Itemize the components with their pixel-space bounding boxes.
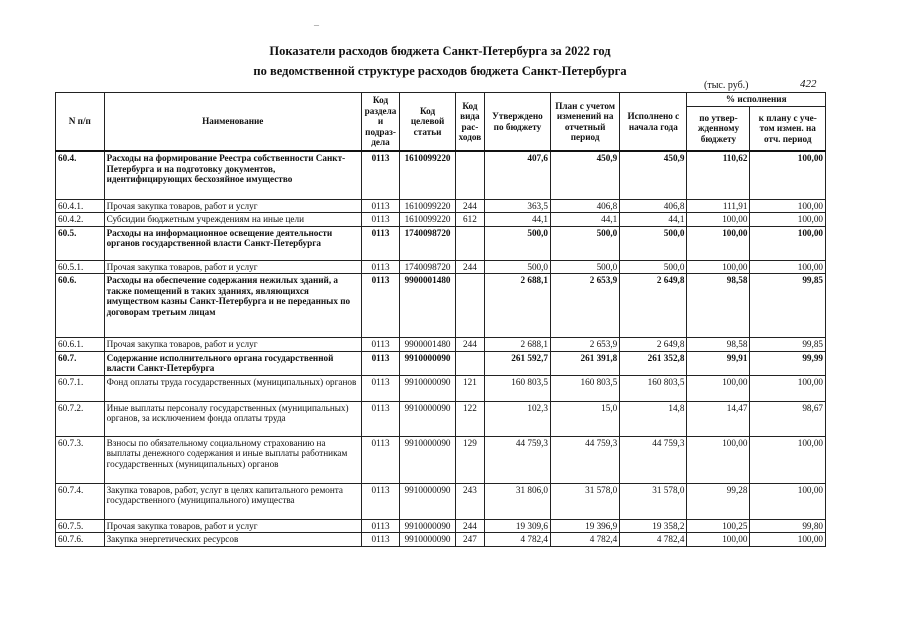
row-celev-code: 9910000090 xyxy=(400,375,456,401)
row-number: 60.7.5. xyxy=(56,519,105,533)
table-row xyxy=(56,375,826,401)
col-header-celev: Код целевой статьи xyxy=(400,93,456,152)
scan-mark: – xyxy=(314,20,319,31)
row-name: Содержание исполнительного органа государственной власти Санкт-Петербурга xyxy=(104,351,361,375)
row-pct-plan: 98,67 xyxy=(750,401,826,436)
row-name: Прочая закупка товаров, работ и услуг xyxy=(104,260,361,274)
row-number: 60.7.6. xyxy=(56,533,105,547)
row-razdel-code: 0113 xyxy=(361,483,399,519)
row-name: Иные выплаты персоналу государственных (муниципальных) органов, за исключением фонда оплаты труда xyxy=(104,401,361,436)
row-razdel-code: 0113 xyxy=(361,436,399,483)
row-vid-code: 244 xyxy=(455,260,484,274)
row-plan: 44 759,3 xyxy=(551,436,620,483)
row-pct-approved: 14,47 xyxy=(687,401,750,436)
row-razdel-code: 0113 xyxy=(361,519,399,533)
row-razdel-code: 0113 xyxy=(361,401,399,436)
row-number: 60.7.4. xyxy=(56,483,105,519)
row-razdel-code: 0113 xyxy=(361,375,399,401)
row-pct-plan: 99,85 xyxy=(750,338,826,352)
row-name: Фонд оплаты труда государственных (муниципальных) органов xyxy=(104,375,361,401)
col-header-vid: Код вида рас-ходов xyxy=(455,93,484,152)
row-celev-code: 9910000090 xyxy=(400,436,456,483)
report-title-line2: по ведомственной структуре расходов бюджета Санкт-Петербурга xyxy=(253,64,627,78)
report-title-line1: Показатели расходов бюджета Санкт-Петербурга за 2022 год xyxy=(269,44,611,58)
row-approved: 500,0 xyxy=(484,260,550,274)
row-plan: 261 391,8 xyxy=(551,351,620,375)
row-pct-plan: 100,00 xyxy=(750,436,826,483)
row-vid-code: 244 xyxy=(455,199,484,213)
row-plan: 500,0 xyxy=(551,260,620,274)
row-vid-code: 122 xyxy=(455,401,484,436)
row-vid-code: 121 xyxy=(455,375,484,401)
row-vid-code: 243 xyxy=(455,483,484,519)
row-number: 60.4.1. xyxy=(56,199,105,213)
row-vid-code xyxy=(455,274,484,338)
row-razdel-code: 0113 xyxy=(361,533,399,547)
row-number: 60.7.2. xyxy=(56,401,105,436)
row-executed: 2 649,8 xyxy=(620,274,687,338)
row-number: 60.4. xyxy=(56,151,105,199)
row-number: 60.5.1. xyxy=(56,260,105,274)
row-pct-plan: 100,00 xyxy=(750,199,826,213)
table-row xyxy=(56,351,826,375)
row-pct-plan: 100,00 xyxy=(750,213,826,227)
row-pct-approved: 100,00 xyxy=(687,213,750,227)
row-pct-approved: 98,58 xyxy=(687,274,750,338)
row-name: Прочая закупка товаров, работ и услуг xyxy=(104,338,361,352)
col-header-pct-group: % исполнения xyxy=(687,93,826,107)
expenditure-table xyxy=(55,92,826,547)
row-razdel-code: 0113 xyxy=(361,260,399,274)
row-pct-plan: 100,00 xyxy=(750,226,826,260)
row-celev-code: 9910000090 xyxy=(400,401,456,436)
row-plan: 31 578,0 xyxy=(551,483,620,519)
row-vid-code xyxy=(455,226,484,260)
units-label: (тыс. руб.) xyxy=(704,80,749,91)
row-name: Расходы на информационное освещение деятельности органов государственной власти Санкт-Петербурга xyxy=(104,226,361,260)
row-vid-code: 247 xyxy=(455,533,484,547)
row-name: Субсидии бюджетным учреждениям на иные цели xyxy=(104,213,361,227)
row-celev-code: 1610099220 xyxy=(400,213,456,227)
row-executed: 19 358,2 xyxy=(620,519,687,533)
row-number: 60.6.1. xyxy=(56,338,105,352)
row-executed: 406,8 xyxy=(620,199,687,213)
row-pct-plan: 100,00 xyxy=(750,260,826,274)
row-celev-code: 9910000090 xyxy=(400,533,456,547)
row-approved: 500,0 xyxy=(484,226,550,260)
row-pct-approved: 100,25 xyxy=(687,519,750,533)
row-celev-code: 9900001480 xyxy=(400,274,456,338)
row-celev-code: 9910000090 xyxy=(400,483,456,519)
row-name: Закупка товаров, работ, услуг в целях капитального ремонта государственного (муниципального) имущества xyxy=(104,483,361,519)
table-row xyxy=(56,151,826,199)
row-number: 60.5. xyxy=(56,226,105,260)
row-name: Закупка энергетических ресурсов xyxy=(104,533,361,547)
row-vid-code xyxy=(455,151,484,199)
row-executed: 4 782,4 xyxy=(620,533,687,547)
row-plan: 160 803,5 xyxy=(551,375,620,401)
row-approved: 2 688,1 xyxy=(484,338,550,352)
row-plan: 2 653,9 xyxy=(551,274,620,338)
row-executed: 500,0 xyxy=(620,226,687,260)
row-celev-code: 1610099220 xyxy=(400,151,456,199)
row-pct-approved: 98,58 xyxy=(687,338,750,352)
row-executed: 160 803,5 xyxy=(620,375,687,401)
row-pct-approved: 99,28 xyxy=(687,483,750,519)
page-number: 422 xyxy=(800,78,817,90)
table-row xyxy=(56,199,826,213)
table-row xyxy=(56,226,826,260)
row-razdel-code: 0113 xyxy=(361,213,399,227)
row-approved: 19 309,6 xyxy=(484,519,550,533)
row-executed: 500,0 xyxy=(620,260,687,274)
table-row xyxy=(56,533,826,547)
table-row xyxy=(56,338,826,352)
row-razdel-code: 0113 xyxy=(361,351,399,375)
col-header-name: Наименование xyxy=(104,93,361,152)
row-pct-plan: 100,00 xyxy=(750,483,826,519)
row-approved: 160 803,5 xyxy=(484,375,550,401)
row-pct-approved: 100,00 xyxy=(687,226,750,260)
row-plan: 450,9 xyxy=(551,151,620,199)
row-celev-code: 1740098720 xyxy=(400,260,456,274)
row-razdel-code: 0113 xyxy=(361,274,399,338)
row-approved: 31 806,0 xyxy=(484,483,550,519)
row-name: Расходы на формирование Реестра собственности Санкт-Петербурга и на подготовку документов, идентифицирующих бесхозяйное имущество xyxy=(104,151,361,199)
row-razdel-code: 0113 xyxy=(361,226,399,260)
row-approved: 44,1 xyxy=(484,213,550,227)
row-number: 60.7.3. xyxy=(56,436,105,483)
col-header-num: N п/п xyxy=(56,93,105,152)
row-number: 60.6. xyxy=(56,274,105,338)
row-name: Расходы на обеспечение содержания нежилых зданий, а также помещений в таких зданиях, являющихся имуществом казны Санкт-Петербурга и не переданных по договорам третьим лицам xyxy=(104,274,361,338)
row-celev-code: 9910000090 xyxy=(400,351,456,375)
row-plan: 2 653,9 xyxy=(551,338,620,352)
row-celev-code: 9900001480 xyxy=(400,338,456,352)
row-approved: 363,5 xyxy=(484,199,550,213)
row-vid-code: 244 xyxy=(455,338,484,352)
row-number: 60.4.2. xyxy=(56,213,105,227)
row-pct-plan: 99,99 xyxy=(750,351,826,375)
row-pct-plan: 100,00 xyxy=(750,533,826,547)
row-pct-approved: 100,00 xyxy=(687,260,750,274)
row-plan: 500,0 xyxy=(551,226,620,260)
row-pct-plan: 99,85 xyxy=(750,274,826,338)
row-approved: 44 759,3 xyxy=(484,436,550,483)
row-vid-code: 244 xyxy=(455,519,484,533)
row-plan: 4 782,4 xyxy=(551,533,620,547)
row-pct-approved: 99,91 xyxy=(687,351,750,375)
row-name: Прочая закупка товаров, работ и услуг xyxy=(104,519,361,533)
row-name: Прочая закупка товаров, работ и услуг xyxy=(104,199,361,213)
row-executed: 31 578,0 xyxy=(620,483,687,519)
table-row xyxy=(56,483,826,519)
table-row xyxy=(56,274,826,338)
row-approved: 4 782,4 xyxy=(484,533,550,547)
row-pct-approved: 100,00 xyxy=(687,533,750,547)
row-number: 60.7.1. xyxy=(56,375,105,401)
row-name: Взносы по обязательному социальному страхованию на выплаты денежного содержания и иные выплаты работникам государственных (муниципальных) органов xyxy=(104,436,361,483)
row-vid-code: 129 xyxy=(455,436,484,483)
row-celev-code: 9910000090 xyxy=(400,519,456,533)
row-razdel-code: 0113 xyxy=(361,199,399,213)
row-vid-code: 612 xyxy=(455,213,484,227)
row-number: 60.7. xyxy=(56,351,105,375)
row-approved: 261 592,7 xyxy=(484,351,550,375)
table-row xyxy=(56,401,826,436)
row-executed: 14,8 xyxy=(620,401,687,436)
col-header-plan: План с учетом изменений на отчетный период xyxy=(551,93,620,152)
col-header-razdel: Код раздела и подраз-дела xyxy=(361,93,399,152)
row-razdel-code: 0113 xyxy=(361,338,399,352)
row-executed: 44 759,3 xyxy=(620,436,687,483)
row-celev-code: 1740098720 xyxy=(400,226,456,260)
row-executed: 44,1 xyxy=(620,213,687,227)
col-header-pct-utv: по утвер-жденному бюджету xyxy=(687,106,750,151)
row-pct-plan: 100,00 xyxy=(750,151,826,199)
row-executed: 261 352,8 xyxy=(620,351,687,375)
table-row xyxy=(56,213,826,227)
row-pct-approved: 100,00 xyxy=(687,436,750,483)
col-header-pct-plan: к плану с уче-том измен. на отч. период xyxy=(750,106,826,151)
row-pct-plan: 100,00 xyxy=(750,375,826,401)
col-header-utv: Утверждено по бюджету xyxy=(484,93,550,152)
row-executed: 450,9 xyxy=(620,151,687,199)
row-plan: 15,0 xyxy=(551,401,620,436)
row-plan: 44,1 xyxy=(551,213,620,227)
row-plan: 19 396,9 xyxy=(551,519,620,533)
table-row xyxy=(56,519,826,533)
row-executed: 2 649,8 xyxy=(620,338,687,352)
row-approved: 102,3 xyxy=(484,401,550,436)
row-approved: 407,6 xyxy=(484,151,550,199)
row-pct-approved: 100,00 xyxy=(687,375,750,401)
row-razdel-code: 0113 xyxy=(361,151,399,199)
row-vid-code xyxy=(455,351,484,375)
row-plan: 406,8 xyxy=(551,199,620,213)
col-header-isp: Исполнено с начала года xyxy=(620,93,687,152)
row-pct-plan: 99,80 xyxy=(750,519,826,533)
row-approved: 2 688,1 xyxy=(484,274,550,338)
table-row xyxy=(56,260,826,274)
row-pct-approved: 111,91 xyxy=(687,199,750,213)
row-celev-code: 1610099220 xyxy=(400,199,456,213)
row-pct-approved: 110,62 xyxy=(687,151,750,199)
table-row xyxy=(56,436,826,483)
